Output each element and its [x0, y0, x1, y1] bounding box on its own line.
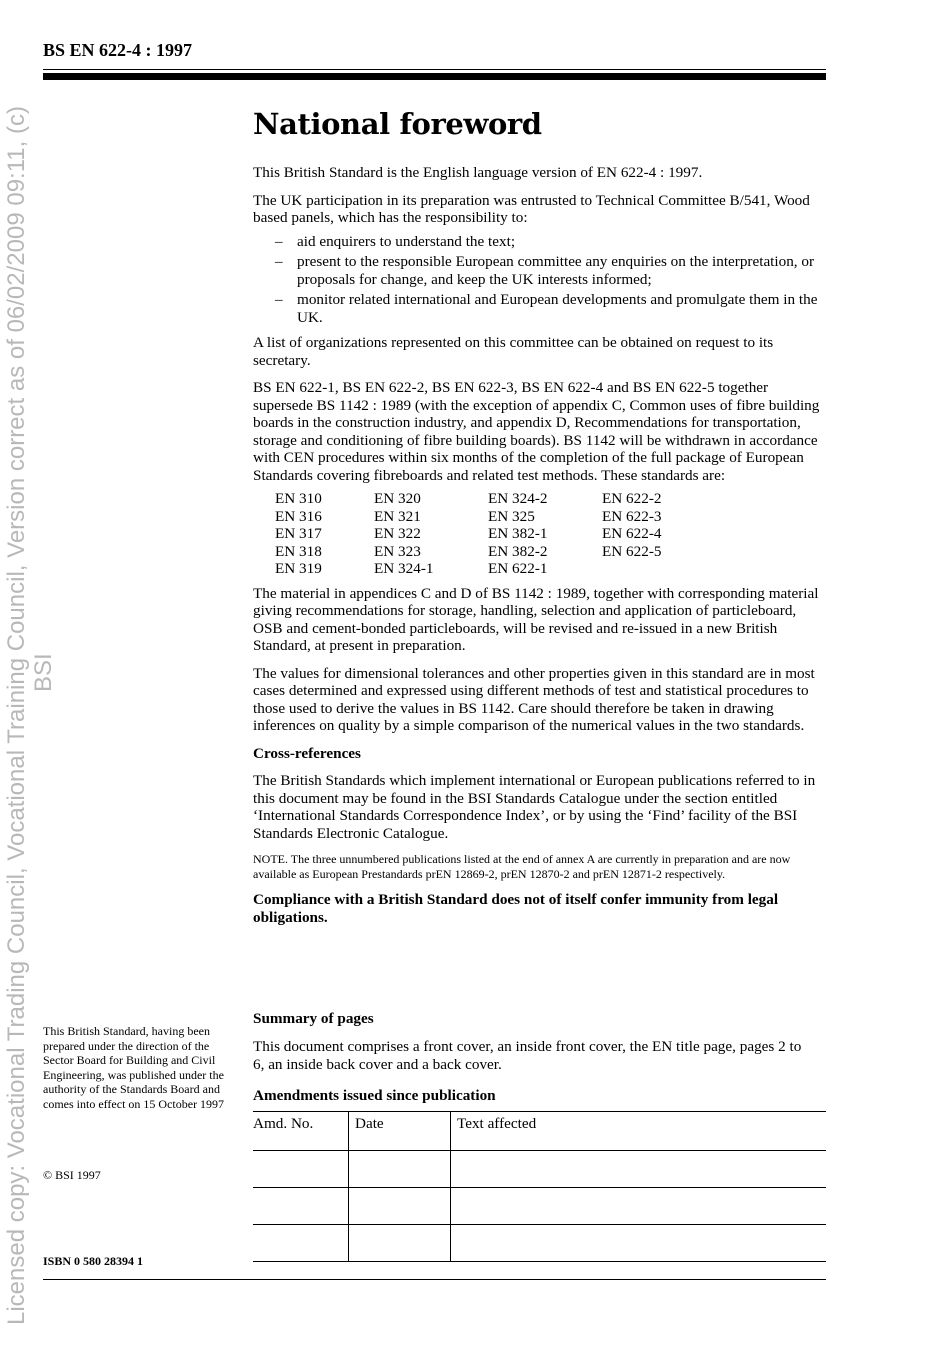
isbn: ISBN 0 580 28394 1: [43, 1254, 144, 1268]
table-row: [253, 1225, 826, 1262]
list-dash: –: [275, 291, 283, 308]
standard-ref: EN 316: [275, 507, 322, 525]
paragraph-supersede: BS EN 622-1, BS EN 622-2, BS EN 622-3, BS EN 622-4 and BS EN 622-5 together supersede BS 1142 : 1989 (with the exception of appendix C, Common uses of fibre building boards in the construction industry, and appendix D, Recommendations for transportation, storage and conditioning of fibre building boards). BS 1142 will be withdrawn in accordance with CEN procedures within six months of the completion of the full package of European Standards covering fibreboards and related test methods. These standards are:: [253, 379, 820, 484]
paragraph-cross-references: The British Standards which implement international or European publications referred to in this document may be found in the BSI Standards Catalogue under the section entitled ‘International Standards Correspondence Index’, or by using the ‘Find’ facility of the BSI Standards Electronic Catalogue.: [253, 772, 816, 842]
standard-ref: EN 321: [374, 507, 421, 525]
table-row: [253, 1188, 826, 1225]
standard-ref: EN 322: [374, 525, 421, 542]
standard-ref: EN 319: [275, 560, 322, 577]
table-cell: [451, 1188, 827, 1225]
paragraph-committee: The UK participation in its preparation was entrusted to Technical Committee B/541, Wood based panels, which has the responsibility to:: [253, 191, 810, 226]
header-rule-thick: [43, 73, 826, 80]
standard-ref: EN 622-1: [488, 560, 548, 577]
list-item: [253, 253, 827, 288]
table-cell: [253, 1188, 349, 1225]
table-cell: [451, 1151, 827, 1188]
table-cell: [253, 1225, 349, 1262]
standard-ref: EN 318: [275, 542, 322, 560]
standards-list: [275, 490, 827, 578]
paragraph-appendices: The material in appendices C and D of BS 1142 : 1989, together with corresponding material giving recommendations for storage, handling, selection and application of particleboard, OSB and cement-bonded particleboards, will be revised and re-issued in a new British Standard, at present in preparation.: [253, 584, 819, 654]
footer-rule: [43, 1279, 826, 1280]
list-item: [253, 233, 827, 251]
amendments-heading: Amendments issued since publication: [253, 1087, 496, 1104]
standard-ref: EN 323: [374, 542, 421, 560]
table-cell: [349, 1151, 451, 1188]
standard-ref: [602, 560, 716, 578]
standard-ref: EN 622-5: [602, 542, 662, 560]
standard-ref: EN 622-4: [602, 525, 662, 542]
paragraph-organizations: A list of organizations represented on this committee can be obtained on request to its secretary.: [253, 334, 774, 369]
copyright-notice: © BSI 1997: [43, 1168, 101, 1182]
list-dash: –: [275, 253, 283, 270]
column-header-text-affected: Text affected: [451, 1112, 827, 1151]
standard-ref: EN 382-1: [488, 525, 548, 542]
watermark-line-2: BSI: [30, 653, 57, 692]
summary-text: This document comprises a front cover, an inside front cover, the EN title page, pages 2 to 6, an inside back cover and a back cover.: [253, 1038, 802, 1073]
table-row: [253, 1151, 826, 1188]
watermark: [0, 0, 80, 1345]
table-cell: [253, 1151, 349, 1188]
list-item: [253, 291, 827, 326]
table-cell: [349, 1225, 451, 1262]
list-item-text: aid enquirers to understand the text;: [297, 232, 516, 250]
table-cell: [451, 1225, 827, 1262]
standard-ref: EN 320: [374, 490, 421, 507]
standard-ref: EN 324-1: [374, 560, 434, 577]
list-dash: –: [275, 232, 283, 250]
publication-note: This British Standard, having been prepared under the direction of the Sector Board for Building and Civil Engineering, was published under the authority of the Standards Board and comes into effect on 15 October 1997: [43, 1024, 225, 1111]
main-content: [253, 106, 827, 936]
column-header-date: Date: [349, 1112, 451, 1151]
summary-heading: Summary of pages: [253, 1010, 374, 1027]
standard-ref: EN 622-2: [602, 490, 662, 507]
header-rule-thin: [43, 69, 826, 70]
standard-ref: EN 382-2: [488, 542, 548, 560]
table-header-row: [253, 1112, 826, 1151]
standard-ref: EN 310: [275, 490, 322, 507]
page-title: National foreword: [253, 107, 542, 141]
standard-ref: EN 622-3: [602, 507, 662, 525]
compliance-statement: Compliance with a British Standard does not of itself confer immunity from legal obligations.: [253, 891, 779, 926]
paragraph-tolerances: The values for dimensional tolerances and other properties given in this standard are in most cases determined and expressed using different methods of test and statistical procedures to those used to derive the values in BS 1142. Care should therefore be taken in drawing inferences on quality by a simple comparison of the numerical values in the two standards.: [253, 664, 815, 734]
column-header-amd-no: Amd. No.: [253, 1112, 349, 1151]
standard-ref: EN 325: [488, 507, 535, 525]
list-item-text: present to the responsible European committee any enquiries on the interpretation, or proposals for change, and keep the UK interests informed;: [297, 253, 815, 288]
table-cell: [349, 1188, 451, 1225]
standard-ref: EN 317: [275, 525, 322, 542]
watermark-line-1: Licensed copy: Vocational Trading Council, Vocational Training Council, Version correct as of 06/02/2009 09:11, (c): [3, 106, 30, 1325]
note-text: NOTE. The three unnumbered publications listed at the end of annex A are currently in preparation and are now available as European Prestandards prEN 12869-2, prEN 12870-2 and prEN 12871-2 respectively.: [253, 852, 791, 881]
document-id: BS EN 622-4 : 1997: [43, 40, 193, 60]
amendments-table: [253, 1111, 826, 1262]
standard-ref: EN 324-2: [488, 490, 548, 507]
cross-references-heading: Cross-references: [253, 744, 361, 762]
paragraph-intro: This British Standard is the English language version of EN 622-4 : 1997.: [253, 164, 703, 181]
responsibility-list: [253, 233, 827, 327]
list-item-text: monitor related international and European developments and promulgate them in the UK.: [297, 291, 818, 326]
